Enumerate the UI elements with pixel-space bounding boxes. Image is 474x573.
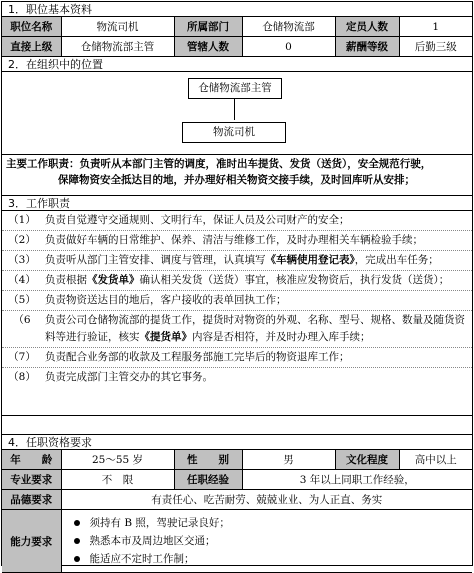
- summary-line-2: 保障物资安全抵达目的地，并办理好相关物资交接手续，及时回库听从安排；: [58, 174, 415, 186]
- summary-line-1: 主要工作职责：负责听从本部门主管的调度，准时出车提货、发货（送货），安全规范行驶，: [6, 158, 432, 170]
- ability-item: [68, 550, 467, 568]
- duty-text-post: ，完成出车任务；: [354, 254, 439, 266]
- gender-value: 男: [242, 450, 335, 470]
- duty-number: （1）: [8, 214, 36, 226]
- vehicle-log-form-name: 《车辆使用登记表》: [265, 254, 355, 266]
- duty-number: （2）: [8, 234, 36, 246]
- experience-value: 3 年以上同职工作经验，: [242, 470, 472, 490]
- pay-grade-label: 薪酬等级: [335, 37, 399, 57]
- headcount-label: 定员人数: [335, 17, 399, 37]
- duty-text: [42, 251, 472, 270]
- education-label: 文化程度: [335, 450, 399, 470]
- delivery-note-form-name: 《发货单》: [87, 274, 140, 286]
- duty-text: 负责物资送达目的地后，客户接收的表单回执工作；: [45, 294, 287, 306]
- duties-list: [2, 211, 472, 416]
- duty-item: [2, 311, 472, 348]
- duty-text: [42, 311, 472, 347]
- duty-item: [2, 251, 472, 271]
- ability-text: 熟悉本市及周边地区交通；: [89, 535, 216, 547]
- duty-number: （7）: [8, 351, 36, 363]
- org-box-driver: 物流司机: [182, 122, 286, 143]
- section-duties-title: 3．工作职责: [2, 196, 472, 211]
- basic-info-table: [2, 17, 472, 57]
- subordinates-value: 0: [242, 37, 335, 57]
- superior-value: 仓储物流部主管: [61, 37, 174, 57]
- ability-item: [68, 532, 467, 550]
- ability-list: [62, 512, 473, 570]
- section-org-position-title: 2．在组织中的位置: [2, 57, 472, 72]
- spacer-row: [2, 416, 472, 435]
- ability-label: 能力要求: [2, 510, 61, 573]
- ability-item: [68, 514, 467, 532]
- duty-text-post: 确认相关发货（送货）事宜，核准应发物资后，执行发货（送货）；: [139, 274, 450, 286]
- education-value: 高中以上: [399, 450, 472, 470]
- character-value: 有责任心、吃苦耐劳、兢兢业业、为人正直、务实: [61, 490, 472, 510]
- pay-grade-value: 后勤三级: [399, 37, 472, 57]
- gender-label: 性 别: [174, 450, 242, 470]
- subordinates-label: 管辖人数: [174, 37, 242, 57]
- headcount-value: 1: [399, 17, 472, 37]
- duty-text: 负责完成部门主管交办的其它事务。: [45, 371, 213, 383]
- bullet-icon: [74, 556, 80, 562]
- section-qualifications-title: 4．任职资格要求: [2, 435, 472, 450]
- age-label: 年 龄: [2, 450, 61, 470]
- ability-text: 须持有 B 照，驾驶记录良好；: [89, 517, 230, 529]
- duty-text-pre: 负责公司仓储物流部的提货工作，提货时对物资的外观、名称、型号、规格、数量及随货资料等进行验证，核实: [45, 314, 465, 343]
- duty-text: 负责做好车辆的日常维护、保养、清洁与维修工作，及时办理相关车辆检验手续；: [45, 234, 423, 246]
- ability-cell: [61, 510, 472, 573]
- duty-text: 负责配合业务部的收款及工程服务部施工完毕后的物资退库工作；: [45, 351, 350, 363]
- duty-item: [2, 368, 472, 387]
- duty-text-post: 内容是否相符，并及时办理入库手续；: [192, 331, 371, 343]
- section-basic-info-title: 1．职位基本资料: [2, 2, 472, 17]
- experience-label: 任职经验: [174, 470, 242, 490]
- character-label: 品德要求: [2, 490, 61, 510]
- department-label: 所属部门: [174, 17, 242, 37]
- duty-text-pre: 负责听从部门主管安排、调度与管理，认真填写: [45, 254, 266, 266]
- bullet-icon: [74, 520, 80, 526]
- org-chart: [2, 72, 472, 155]
- duty-text-pre: 负责根据: [45, 274, 87, 286]
- pickup-note-form-name: 《提货单》: [139, 331, 192, 343]
- duty-item: [2, 348, 472, 368]
- duty-number: （3）: [8, 254, 36, 266]
- org-box-supervisor: 仓储物流部主管: [188, 78, 282, 99]
- duty-number: （4）: [8, 274, 36, 286]
- duty-item: [2, 231, 472, 251]
- duty-number: （6: [13, 314, 31, 326]
- duty-text: 负责自觉遵守交通规则、文明行车，保证人员及公司财产的安全；: [45, 214, 350, 226]
- age-value: 25～55 岁: [61, 450, 174, 470]
- superior-label: 直接上级: [2, 37, 61, 57]
- major-value: 不 限: [61, 470, 174, 490]
- bullet-icon: [74, 538, 80, 544]
- duty-number: （8）: [8, 371, 36, 383]
- department-value: 仓储物流部: [242, 17, 335, 37]
- qualifications-table: [2, 450, 472, 573]
- job-description-page: [1, 1, 473, 566]
- org-connector: [234, 99, 235, 120]
- ability-text: 能适应不定时工作制；: [89, 553, 195, 565]
- duty-item: [2, 211, 472, 231]
- major-label: 专业要求: [2, 470, 61, 490]
- duty-item: [2, 271, 472, 291]
- position-name-value: 物流司机: [61, 17, 174, 37]
- position-name-label: 职位名称: [2, 17, 61, 37]
- duty-item: [2, 291, 472, 311]
- duty-text: [42, 271, 472, 290]
- duty-number: （5）: [8, 294, 36, 306]
- main-responsibility-summary: [2, 155, 472, 196]
